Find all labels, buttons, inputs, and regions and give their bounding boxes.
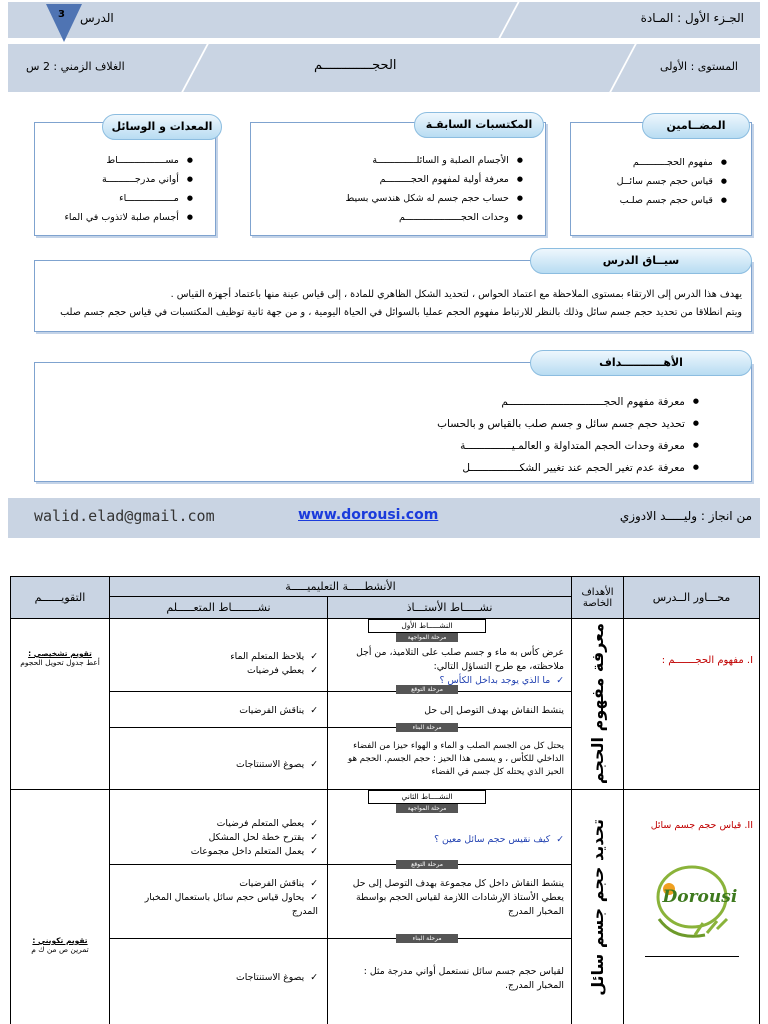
row-divider [110,938,572,939]
time-label: الغلاف الزمني : 2 س [26,60,125,73]
learner-text: ✓ يعمل المتعلم داخل مجموعات [118,845,318,859]
learner-text: ✓ يعطي المتعلم فرضيات [118,817,318,831]
dorousi-logo [645,849,739,957]
activity-label: النشــــاط الثاني [368,790,486,804]
teacher-header: نشـــــاط الأستـــاذ [328,597,572,619]
level-label: المستوى : الأولى [659,60,738,73]
activity-label: النشـــــاط الأول [368,619,486,633]
list-item: ● مفهوم الحجــــــــــم [617,153,727,172]
lesson-number: 3 [58,9,65,20]
learner-activity [112,874,324,922]
stage-label: مرحلة المواجهة [396,633,458,642]
goal-item: ● معرفة عدم تغير الحجم عند تغيير الشكــــــــــــــــل [437,457,699,479]
context-line: يهدف هذا الدرس إلى الارتقاء بمستوى الملاحظة مع اعتماد الحواس ، لتحديد الشكل الظاهري للمادة ، إلى قياس عينة منها باعتماد أجهزة القياس . [170,289,742,300]
teacher-text: ينشط النقاش داخل كل مجموعة بهدف التوصل إلى حل [352,878,564,889]
activities-cell [110,790,572,1024]
lesson-label: الدرس [80,11,114,25]
axis-text: II. قياس حجم جسم سائل [650,820,754,831]
learner-text: ✓ يحاول قياس حجم سائل باستعمال المخبار المدرج [118,891,318,919]
teacher-activity [330,643,570,691]
evaluation-header: التقويــــــم [11,577,110,619]
list-item: ● أواني مدرجــــــــــة [64,170,193,189]
goal-cell [572,790,624,1024]
stage-label: مرحلة المواجهة [396,804,458,813]
list-item: ● وحدات الحجــــــــــــــــــــم [345,208,523,227]
teacher-text: ينشط النقاش بهدف التوصل إلى حل [424,705,564,716]
logo-text: Dorousi [662,887,738,907]
goal-cell [572,619,624,790]
learner-text: ✓ يلاحظ المتعلم الماء [118,650,318,664]
contents-list [617,153,727,210]
prior-knowledge-box [250,122,546,236]
table-row [11,619,760,790]
topic-label: الحجـــــــــــــم [314,58,397,73]
goal-item: ● معرفة وحدات الحجم المتداولة و العالمـيـــــــــــــــة [437,435,699,457]
divider [609,44,637,92]
list-item: ● أجسام صلبة لاتذوب في الماء [64,208,193,227]
goals-box [34,362,752,482]
learner-activity [112,814,324,862]
tools-list [64,151,193,227]
goals-title: الأهـــــــــــداف [530,350,752,376]
goal-item: ● معرفة مفهوم الحجـــــــــــــــــــــــــــــــم [437,391,699,413]
row-divider [110,691,572,692]
eval-title: تقويم تكويني : [32,936,88,945]
goal-item: ● تحديد حجم جسم سائل و جسم صلب بالقياس و بالحساب [437,413,699,435]
author-label: من انجاز : وليـــــد الادوزي [619,509,752,523]
learner-text: ✓ يعطي فرضيات [118,664,318,678]
eval-text: أعط جدول تحويل الحجوم [20,658,100,667]
prior-title: المكتسبات السابقـة [414,112,544,138]
teacher-activity [330,874,570,922]
goal-text: تحديد حجم جسم سائل [588,818,608,996]
evaluation-cell [11,619,110,790]
goals-header: الأهداف الخاصة [572,577,624,619]
website-link[interactable]: www.dorousi.com [298,507,439,523]
activities-cell [110,619,572,790]
axes-header: محـــاور الــدرس [624,577,760,619]
stage-label: مرحلة البناء [396,934,458,943]
list-item: ● قياس حجم جسم صلـب [617,191,727,210]
learner-text: ✓ يقترح خطة لحل المشكل [118,831,318,845]
divider [498,2,519,38]
learner-text: ✓ يصوغ الاستنتاجات [112,755,324,775]
axis-cell [624,619,760,790]
evaluation-cell [11,790,110,1024]
row-divider [110,864,572,865]
eval-text: تمرين ص من ك م [31,945,89,954]
tools-title: المعدات و الوسائل [102,114,222,140]
learner-text: ✓ يناقش الفرضيات [112,701,324,721]
stage-label: مرحلة التوقع [396,685,458,694]
contents-title: المضــامين [642,113,750,139]
prior-list [345,151,523,227]
contents-box [570,122,752,236]
activities-header: الأنشطـــــة التعليميـــــة [110,577,572,597]
list-item: ● حساب حجم جسم له شكل هندسي بسيط [345,189,523,208]
teacher-text: عرض كأس به ماء و جسم صلب على التلاميذ، من أجل ملاحظته، مع طرح التساؤل التالي: [356,647,564,672]
row-divider [110,727,572,728]
part-label: الجـزء الأول : المـادة [640,11,744,25]
context-title: سيــاق الدرس [530,248,752,274]
learner-text: ✓ يصوغ الاستنتاجات [112,968,324,988]
teacher-question: ✓ ما الذي يوجد بداخل الكأس ؟ [336,674,564,688]
axis-cell [624,790,760,1024]
list-item: ● معرفة أولية لمفهوم الحجـــــــــم [345,170,523,189]
column-divider [327,790,328,1024]
context-line: ويتم انطلاقا من تحديد حجم جسم سائل وذلك بالنظر للارتباط مفهوم الحجم عمليا بالسوائل في الحياة اليومية ، و من جهة ثانية توظيف المكتسبات في قياس حجم جسم صلب [60,307,742,318]
list-item: ● قياس حجم جسم سائــل [617,172,727,191]
teacher-text: يعطي الأستاذ الإرشادات اللازمة لقياس الحجم بواسطة المخبار المدرج [355,892,564,917]
teacher-text: لقياس حجم جسم سائل نستعمل أواني مدرجة مثل : المخبار المدرج. [363,966,564,991]
learner-activity [112,647,324,681]
list-item: ● مـــــــــــــــــاء [64,189,193,208]
teacher-text: يحتل كل من الجسم الصلب و الماء و الهواء حيزا من الفضاء الداخلي للكأس ، و يسمى هذا الحيز : حجم الجسم. الحجم هو الحيز الذي يحتله كل جسم في الفضاء [348,741,564,777]
axis-text: I. مفهوم الحجـــــــم : [661,655,754,666]
stage-label: مرحلة البناء [396,723,458,732]
divider [181,44,209,92]
goals-list [437,391,699,479]
list-item: ● مســـــــــــــــــاط [64,151,193,170]
learner-header: نشــــــــاط المتعـــــلم [110,597,328,619]
eval-title: تقويم تشخيصي : [28,649,92,658]
goal-text: معرفة مفهوم الحجم [588,623,608,785]
learner-text: ✓ يناقش الفرضيات [118,877,318,891]
table-row [11,790,760,1024]
stage-label: مرحلة التوقع [396,860,458,869]
list-item: ● الأجسام الصلبة و السائلــــــــــــــة [345,151,523,170]
column-divider [327,619,328,789]
teacher-question: ✓ كيف نقيس حجم سائل معين ؟ [330,830,570,850]
email-text: walid.elad@gmail.com [34,507,215,525]
lesson-table [10,576,760,1024]
